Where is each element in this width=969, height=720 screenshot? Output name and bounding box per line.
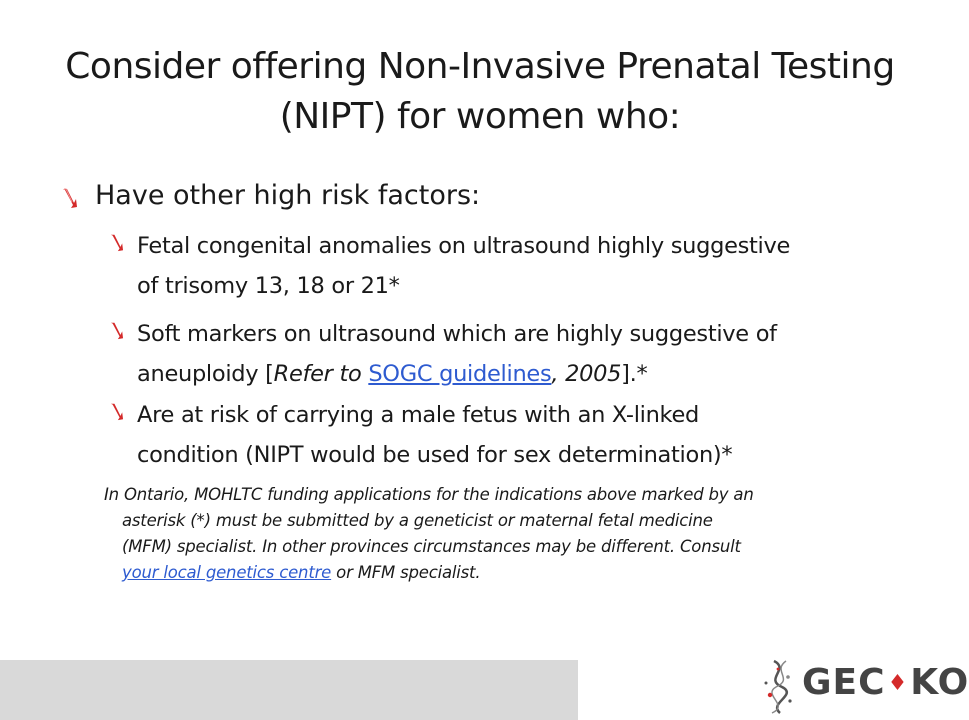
gecko-logo xyxy=(760,655,969,715)
bullet-high-risk-factors: Have other high risk factors: xyxy=(95,180,481,211)
sub-bullet-2-line-1: Soft markers on ultrasound which are highly suggestive of xyxy=(137,321,777,347)
note-line-4-suffix: or MFM specialist. xyxy=(331,563,481,582)
maple-leaf-icon: ♦ xyxy=(887,671,909,696)
red-arrow-bullet-icon xyxy=(62,187,78,209)
dna-helix-icon xyxy=(760,655,802,717)
sub-bullet-2-prefix: aneuploidy [ xyxy=(137,361,274,387)
gecko-logo-text xyxy=(802,661,969,706)
sub-bullet-x-linked xyxy=(137,395,907,475)
red-arrow-bullet-icon xyxy=(110,233,124,252)
sogc-guidelines-link[interactable]: SOGC guidelines xyxy=(368,361,552,387)
logo-part-2: KO xyxy=(910,662,969,703)
logo-part-1: GEC xyxy=(802,662,886,703)
ontario-funding-note xyxy=(104,482,904,586)
sub-bullet-1-line-2: of trisomy 13, 18 or 21* xyxy=(137,273,400,299)
note-line-1: In Ontario, MOHLTC funding applications for the indications above marked by an xyxy=(104,485,754,504)
sub-bullet-congenital-anomalies xyxy=(137,226,907,306)
sub-bullet-3-line-1: Are at risk of carrying a male fetus with an X-linked xyxy=(137,402,700,428)
local-genetics-centre-link[interactable]: your local genetics centre xyxy=(122,563,332,582)
note-line-3: (MFM) specialist. In other provinces circumstances may be different. Consult xyxy=(122,537,741,556)
slide-title-line-1: Consider offering Non-Invasive Prenatal Testing xyxy=(65,46,895,87)
footer-gray-bar xyxy=(0,660,578,720)
red-arrow-bullet-icon xyxy=(110,321,124,340)
slide-title xyxy=(40,42,920,142)
sub-bullet-soft-markers xyxy=(137,314,907,394)
note-line-2: asterisk (*) must be submitted by a geneticist or maternal fetal medicine xyxy=(122,511,713,530)
sub-bullet-2-italic: Refer to xyxy=(273,361,369,387)
sub-bullet-1-line-1: Fetal congenital anomalies on ultrasound highly suggestive xyxy=(137,233,791,259)
sub-bullet-3-line-2: condition (NIPT would be used for sex determination)* xyxy=(137,442,733,468)
slide-title-line-2: (NIPT) for women who: xyxy=(279,96,681,137)
sub-bullet-2-year: , 2005 xyxy=(551,361,622,387)
note-line-4 xyxy=(104,560,904,586)
sub-bullet-2-suffix: ].* xyxy=(621,361,648,387)
sub-bullet-2-line-2 xyxy=(137,354,907,394)
red-arrow-bullet-icon xyxy=(110,402,124,421)
